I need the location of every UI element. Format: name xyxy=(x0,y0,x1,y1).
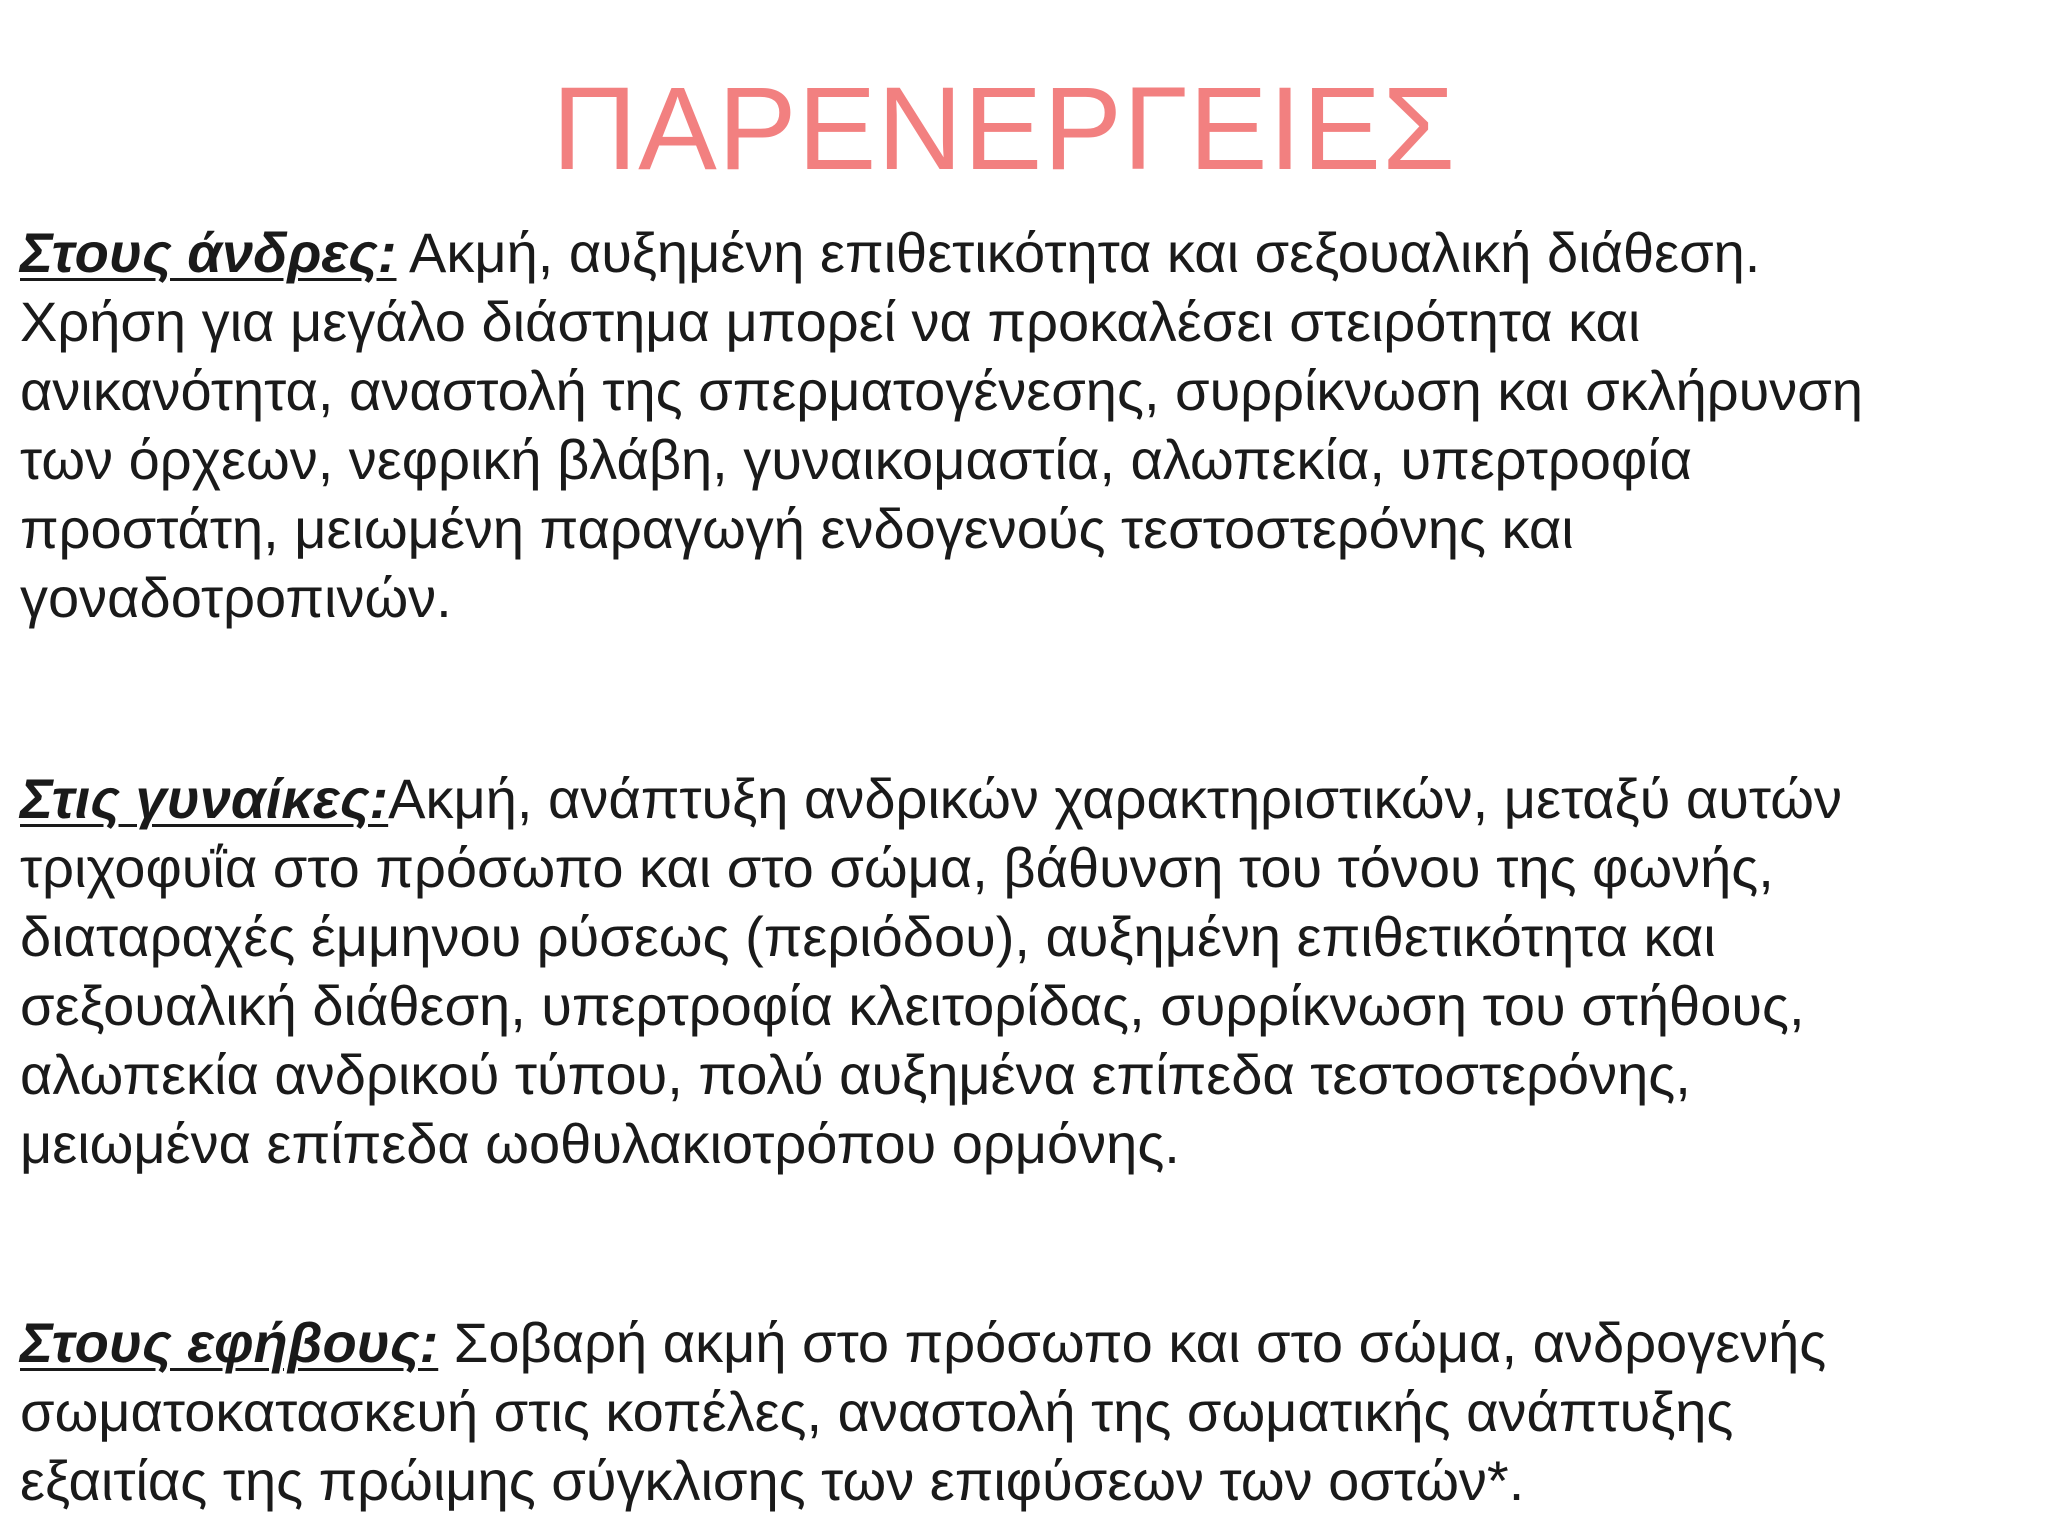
section-men-line-5: προστάτη, μειωμένη παραγωγή ενδογενούς τεστοστερόνης και xyxy=(20,497,1574,560)
section-women-line-6: μειωμένα επίπεδα ωοθυλακιοτρόπου ορμόνης. xyxy=(20,1112,1180,1175)
slide-title xyxy=(0,63,2048,195)
section-women xyxy=(20,764,2045,1178)
section-men-heading: Στους άνδρες: xyxy=(20,221,397,284)
section-women-text-1: Ακμή, ανάπτυξη ανδρικών χαρακτηριστικών, μεταξύ αυτών xyxy=(388,767,1842,830)
slide-title-text: ΠΑΡΕΝΕΡΓΕΙΕΣ xyxy=(551,63,1457,195)
section-women-line-5: αλωπεκία ανδρικού τύπου, πολύ αυξημένα επίπεδα τεστοστερόνης, xyxy=(20,1043,1691,1106)
section-women-line-4: σεξουαλική διάθεση, υπερτροφία κλειτορίδας, συρρίκνωση του στήθους, xyxy=(20,974,1805,1037)
section-men xyxy=(20,218,2045,632)
section-women-line-2: τριχοφυΐα στο πρόσωπο και στο σώμα, βάθυνση του τόνου της φωνής, xyxy=(20,836,1774,899)
section-teens-line-3: εξαιτίας της πρώιμης σύγκλισης των επιφύσεων των οστών*. xyxy=(20,1449,1525,1512)
section-women-line-1 xyxy=(20,764,2045,833)
section-men-text-1: Ακμή, αυξημένη επιθετικότητα και σεξουαλική διάθεση. xyxy=(396,221,1761,284)
section-men-line-6: γοναδοτροπινών. xyxy=(20,566,452,629)
section-teens-line-2: σωματοκατασκευή στις κοπέλες, αναστολή της σωματικής ανάπτυξης xyxy=(20,1380,1734,1443)
section-teens xyxy=(20,1308,2045,1515)
section-men-line-1 xyxy=(20,218,2045,287)
section-teens-heading: Στους εφήβους: xyxy=(20,1311,439,1374)
section-teens-line-1 xyxy=(20,1308,2045,1377)
section-women-line-3: διαταραχές έμμηνου ρύσεως (περιόδου), αυξημένη επιθετικότητα και xyxy=(20,905,1716,968)
section-men-line-4: των όρχεων, νεφρική βλάβη, γυναικομαστία, αλωπεκία, υπερτροφία xyxy=(20,428,1692,491)
section-teens-text-1: Σοβαρή ακμή στο πρόσωπο και στο σώμα, ανδρογενής xyxy=(438,1311,1827,1374)
section-men-line-3: ανικανότητα, αναστολή της σπερματογένεσης, συρρίκνωση και σκλήρυνση xyxy=(20,359,1863,422)
section-women-heading: Στις γυναίκες: xyxy=(20,767,389,830)
section-men-line-2: Χρήση για μεγάλο διάστημα μπορεί να προκαλέσει στειρότητα και xyxy=(20,290,1641,353)
